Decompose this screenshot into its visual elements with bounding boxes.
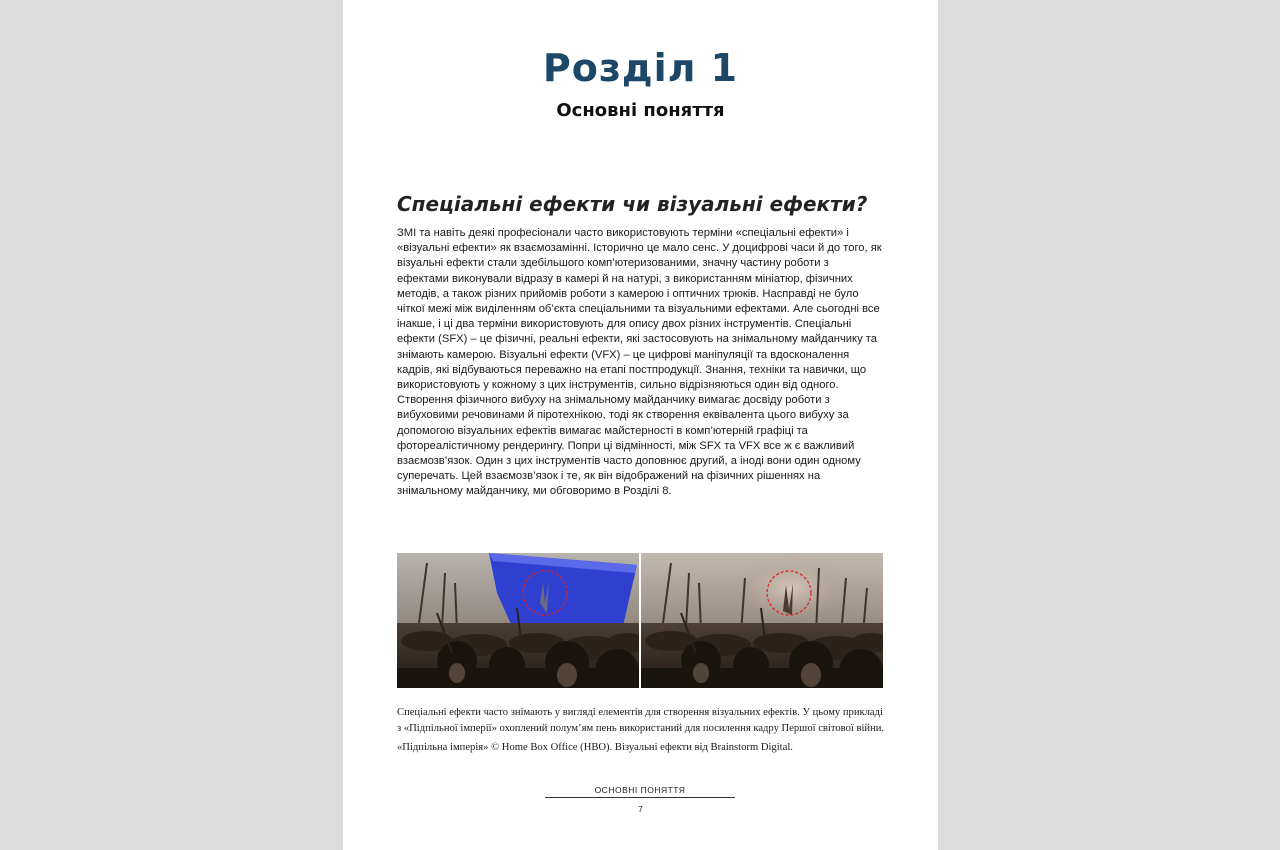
footer-rule — [545, 797, 735, 798]
page-number: 7 — [638, 804, 643, 814]
running-footer: ОСНОВНІ ПОНЯТТЯ — [594, 785, 686, 795]
chapter-number: Розділ 1 — [542, 46, 739, 90]
bluescreen-plate-picture — [397, 553, 639, 688]
figure-caption — [397, 705, 887, 756]
section-heading: Спеціальні ефекти чи візуальні ефекти? — [397, 192, 868, 216]
caption-text: Спеціальні ефекти часто знімають у вигляді елементів для створення візуальних ефектів. У цьому прикладі з «Підпільної імперії» охоплений полум’ям пень використаний для посилення кадру Першої світової війни. — [397, 707, 885, 734]
figure-before-image — [397, 553, 639, 688]
body-paragraph: ЗМІ та навіть деякі професіонали часто використовують терміни «спеціальні ефекти» і «візуальні ефекти» як взаємозамінні. Історично це мало сенс. У доцифрові часи й до того, як візуальні ефекти стали здебільшого комп’ютеризованими, значну частину роботи з ефектами виконували відразу в камері й на натурі, з використанням мініатюр, фізичних методів, а також різних прийомів роботи з камерою і оптичних трюків. Насправді не було чіткої межі між виділенням об’єкта спеціальними та візуальними ефектами. Але сьогодні все інакше, і ці два терміни використовують для опису двох різних інструментів. Спеціальні ефекти (SFX) – це фізичні, реальні ефекти, які застосовують на знімальному майданчику та знімають камерою. Візуальні ефекти (VFX) – це цифрові маніпуляції та вдосконалення кадрів, які відбуваються переважно на етапі постпродукції. Знання, техніки та навички, що використовують у кожному з цих інструментів, сильно відрізняються один від одного. Створення фізичного вибуху на знімальному майданчику вимагає досвіду роботи з вибуховими речовинами й піротехнікою, тоді як створення еквівалента цього вибуху за допомогою візуальних ефектів вимагає майстерності в комп’ютерній графіці та фотореалістичному рендерингу. Попри ці відмінності, між SFX та VFX все ж є важливий взаємозв’язок. Один з цих інструментів часто доповнює другий, а іноді вони один одному суперечать. Цей взаємозв’язок і те, як він відображений на фізичних рішеннях на знімальному майданчику, ми обговоримо в Розділі 8. — [397, 227, 882, 498]
final-composite-picture — [641, 553, 883, 688]
chapter-title: Основні поняття — [556, 100, 725, 121]
book-page — [343, 0, 938, 850]
caption-credit: «Підпільна імперія» © Home Box Office (HBO). Візуальні ефекти від Brainstorm Digital. — [397, 742, 793, 753]
figure-after-image — [641, 553, 883, 688]
